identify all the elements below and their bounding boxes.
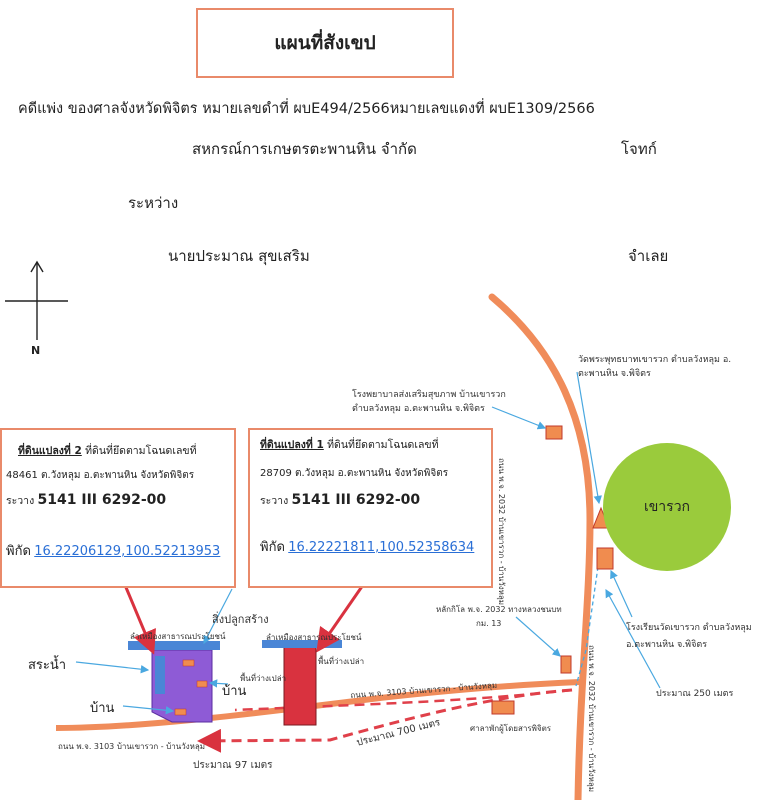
defendant-role: จำเลย [628,247,669,265]
temple-label-2: ตะพานหิน จ.พิจิตร [578,369,651,379]
house-3-shape [197,681,207,687]
parcel-1-coord-link[interactable]: 16.22221811,100.52358634 [288,540,475,555]
parcel-1-zone: 5141 III 6292-00 [291,492,421,508]
parcel-2-info-box [0,428,236,588]
parcel-2-deed: 48461 ต.วังหลุม อ.ตะพานหิน จังหวัดพิจิตร [6,470,195,481]
parcel-2-coord-link[interactable]: 16.22206129,100.52213953 [34,544,221,559]
compass-icon [5,262,68,340]
plaintiff-role: โจทก์ [621,140,657,158]
empty-land-label-1: พื้นที่ว่างเปล่า [240,674,287,683]
distance-250-label: ประมาณ 250 เมตร [656,689,734,699]
between-label: ระหว่าง [128,194,179,212]
parcel-2-coord-row [6,540,220,561]
parcel-1-info-box [248,428,493,588]
distance-97-label: ประมาณ 97 เมตร [193,760,273,771]
case-line: คดีแพ่ง ของศาลจังหวัดพิจิตร หมายเลขดำที่ ผบE494/2566หมายเลขแดงที่ ผบE1309/2566 [18,101,595,117]
parcel-1-zone-row [260,492,420,509]
hospital-icon [546,426,562,439]
hill-khao-ruak: เขารวก [603,443,731,571]
house-label-1: บ้าน [222,684,247,699]
parcel-1-coord-label: พิกัด [260,540,285,555]
road-2032-label-upper: ถนน พ.จ. 2032 บ้านเขารวก - บ้านวังหลุม [497,458,506,606]
parcel-1-heading-rest: ที่ดินที่ยึดตามโฉนดเลขที่ [323,439,439,451]
road-3103-label-upper: ถนน พ.จ. 3103 บ้านเขารวก - บ้านวังหลุม [350,680,498,700]
parcel-2-heading-rest: ที่ดินที่ยึดตามโฉนดเลขที่ [81,445,197,457]
parcel-1-heading: ที่ดินแปลงที่ 1 [260,439,324,451]
hospital-label: โรงพยาบาลส่งเสริมสุขภาพ บ้านเขารวก [352,390,506,400]
house-label-2: บ้าน [90,701,115,716]
public-canal-label-1: ลำเหมืองสาธารณประโยชน์ [266,633,362,642]
compass-north-label: N [31,344,41,357]
public-canal-label-2: ลำเหมืองสาธารณประโยชน์ [130,632,226,641]
road-2032-label-lower: ถนน พ.จ. 2032 บ้านเขารวก - บ้านวังหลุม [587,645,596,793]
house-4-shape [175,709,186,715]
parcel-2-heading: ที่ดินแปลงที่ 2 [18,445,82,457]
parcel-2-zone: 5141 III 6292-00 [37,492,167,508]
bus-stop-label: ศาลาพักผู้โดยสารพิจิตร [470,724,552,733]
school-label: โรงเรียนวัดเขารวก ตำบลวังหลุม [626,623,752,633]
parcel-1-zone-label: ระวาง [260,495,289,507]
parcel-2-zone-label: ระวาง [6,495,35,507]
hospital-label-2: ตำบลวังหลุม อ.ตะพานหิน จ.พิจิตร [352,404,485,414]
km-post-label: หลักกิโล พ.จ. 2032 ทางหลวงชนบท [436,605,562,614]
bus-stop-icon [492,701,514,714]
structure-label: สิ่งปลูกสร้าง [212,613,269,626]
defendant-name: นายประมาณ สุขเสริม [168,247,310,265]
pond-shape [155,656,165,694]
house-2-shape [183,660,194,666]
km-post-label-2: กม. 13 [476,619,502,628]
parcel-1-coord-row [260,536,474,557]
empty-land-label-2: พื้นที่ว่างเปล่า [318,657,365,666]
school-icon [597,548,613,569]
parcel-2-zone-row [6,492,166,509]
pond-label: สระน้ำ [28,658,67,673]
road-3103-label-lower: ถนน พ.จ. 3103 บ้านเขารวก - บ้านวังหลุม [58,742,206,751]
parcel-1-deed: 28709 ต.วังหลุม อ.ตะพานหิน จังหวัดพิจิตร [260,468,449,479]
school-label-2: อ.ตะพานหิน จ.พิจิตร [626,640,708,650]
parcel-1-shape [284,647,316,725]
parcel-2-coord-label: พิกัด [6,544,31,559]
distance-700-label: ประมาณ 700 เมตร [355,717,442,749]
temple-label: วัดพระพุทธบาทเขารวก ตำบลวังหลุม อ. [578,355,732,365]
km-post-icon [561,656,571,673]
plaintiff-name: สหกรณ์การเกษตรตะพานหิน จำกัด [192,140,417,158]
map-title: แผนที่สังเขป [196,8,454,78]
